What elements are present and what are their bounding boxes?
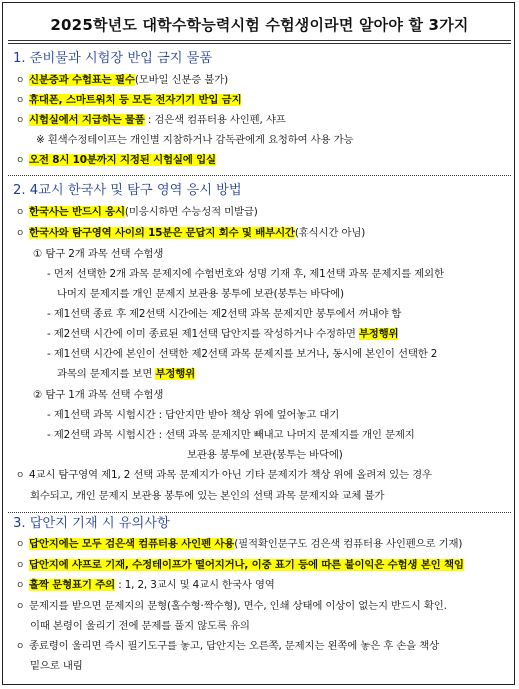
- title-rule-top: [8, 40, 511, 41]
- s3-item4-text: 문제지를 받으면 문제지의 문형(홀수형·짝수형), 면수, 인쇄 상태에 이상이 없는지 반드시 확인.: [29, 600, 447, 612]
- page-title: 2025학년도 대학수학능력시험 수험생이라면 알아야 할 3가지: [50, 16, 469, 34]
- s1-item-id-card: [15, 73, 228, 88]
- s3-item-check-paper-cont: 이때 본령이 울리기 전에 문제를 풀지 않도록 유의: [30, 620, 250, 632]
- s2-item1-text: (미응시하면 수능성적 미발급): [124, 206, 258, 218]
- s2-sub2-detail1: - 제1선택 과목 시험시간 : 답안지만 받아 책상 위에 엎어놓고 대기: [47, 409, 340, 421]
- section-3-heading: 3. 답안지 기재 시 유의사항: [13, 516, 170, 531]
- bullet-icon: ㅇ: [15, 208, 25, 218]
- s1-item1-highlight: 신분증과 수험표는 필수: [29, 74, 135, 86]
- s2-item-other-papers-cont: 회수되고, 개인 문제지 보관용 봉투에 있는 본인의 선택 과목 문제지와 교체 불가: [30, 490, 385, 502]
- s2-sub1-detail3: [47, 327, 398, 341]
- s3-item-responsibility: [15, 558, 464, 573]
- s1-item3-text: : 검은색 컴퓨터용 사인펜, 샤프: [144, 114, 286, 126]
- title-rule-bottom: [8, 43, 511, 44]
- s3-item2-highlight: 답안지에 샤프로 기재, 수정테이프가 떨어지거나, 이중 표기 등에 따른 불이익은 수험생 본인 책임: [29, 559, 464, 571]
- bullet-icon: ㅇ: [15, 96, 25, 106]
- s3-item-form-type: [15, 578, 275, 593]
- s3-item3-highlight: 홀짝 문형표기 주의: [29, 579, 116, 591]
- s2-sub1-heading: ① 탐구 2개 과목 선택 수험생: [33, 248, 164, 260]
- s2-item-other-papers: [15, 468, 432, 483]
- s1-item-supplied: [15, 113, 286, 128]
- section-1-heading: 1. 준비물과 시험장 반입 금지 물품: [13, 51, 213, 66]
- s3-item1-highlight: 답안지에는 모두 검은색 컴퓨터용 사인펜 사용: [29, 538, 235, 550]
- s3-item1-text: (필적확인문구도 검은색 컴퓨터용 사인펜으로 기재): [234, 538, 463, 550]
- section-divider: [8, 175, 511, 176]
- s2-item-korean-history: [15, 205, 258, 220]
- s2-item2-text: (휴식시간 아님): [294, 227, 366, 239]
- s2-sub1-detail1a: - 먼저 선택한 2개 과목 문제지에 수험번호와 성명 기재 후, 제1선택 과목 문제지를 제외한: [47, 268, 444, 280]
- s1-note: ※ 흰색수정테이프는 개인별 지참하거나 감독관에게 요청하여 사용 가능: [36, 134, 354, 146]
- s1-item-devices: [15, 93, 241, 108]
- s2-sub1-detail4b-highlight: 부정행위: [155, 368, 196, 380]
- bullet-icon: ㅇ: [15, 540, 25, 550]
- s2-sub1-detail3-text: - 제2선택 시간에 이미 종료된 제1선택 답안지를 작성하거나 수정하면: [47, 328, 359, 340]
- s2-item-break: [15, 226, 365, 241]
- bullet-icon: ㅇ: [15, 561, 25, 571]
- bullet-icon: ㅇ: [15, 76, 25, 86]
- s3-item-pen: [15, 537, 462, 552]
- s3-item3-text: : 1, 2, 3교시 및 4교시 한국사 영역: [115, 579, 275, 591]
- s2-sub1-detail4b-text: 과목의 문제지를 보면: [57, 368, 156, 380]
- s1-item3-highlight: 시험실에서 지급하는 물품: [29, 114, 145, 126]
- s2-sub1-detail2: - 제1선택 종료 후 제2선택 시간에는 제2선택 과목 문제지만 봉투에서 꺼내야 함: [47, 308, 402, 320]
- s2-sub2-heading: ② 탐구 1개 과목 선택 수험생: [33, 389, 164, 401]
- s2-item3-text: 4교시 탐구영역 제1, 2 선택 과목 문제지가 아닌 기타 문제지가 책상 위에 올려져 있는 경우: [29, 469, 432, 481]
- s2-sub1-detail1b: 나머지 문제지를 개인 문제지 보관용 봉투에 보관(봉투는 바닥에): [57, 288, 344, 300]
- s2-item1-highlight: 한국사는 반드시 응시: [29, 206, 125, 218]
- bullet-icon: ㅇ: [15, 581, 25, 591]
- s1-item2-highlight: 휴대폰, 스마트워치 등 모든 전자기기 반입 금지: [29, 94, 242, 106]
- s2-item2-highlight: 한국사와 탐구영역 사이의 15분은 문답지 회수 및 배부시간: [29, 227, 295, 239]
- s3-item-check-paper: [15, 599, 447, 614]
- s3-item-end-bell-cont: 밑으로 내림: [30, 660, 83, 672]
- bullet-icon: ㅇ: [15, 229, 25, 239]
- s1-item4-highlight: 오전 8시 10분까지 지정된 시험실에 입실: [29, 154, 216, 166]
- bullet-icon: ㅇ: [15, 156, 25, 166]
- section-2-heading: 2. 4교시 한국사 및 탐구 영역 응시 방법: [13, 183, 242, 198]
- bullet-icon: ㅇ: [15, 602, 25, 612]
- bullet-icon: ㅇ: [15, 471, 25, 481]
- s3-item-end-bell: [15, 639, 439, 654]
- s2-sub2-detail2b: 보관용 봉투에 보관(봉투는 바닥에): [187, 449, 343, 461]
- bullet-icon: ㅇ: [15, 642, 25, 652]
- s1-item-arrival: [15, 153, 216, 168]
- s2-sub2-detail2a: - 제2선택 과목 시험시간 : 선택 과목 문제지만 빼내고 나머지 문제지를 개인 문제지: [47, 429, 415, 441]
- s1-item1-text: (모바일 신분증 불가): [134, 74, 229, 86]
- bullet-icon: ㅇ: [15, 116, 25, 126]
- s2-sub1-detail4b: [57, 367, 195, 381]
- s2-sub1-detail3-highlight: 부정행위: [358, 328, 399, 340]
- section-divider: [8, 512, 511, 513]
- s3-item5-text: 종료령이 울리면 즉시 필기도구를 놓고, 답안지는 오른쪽, 문제지는 왼쪽에 놓은 후 손을 책상: [29, 640, 439, 652]
- s2-sub1-detail4a: - 제1선택 시간에 본인이 선택한 제2선택 과목 문제지를 보거나, 동시에 본인이 선택한 2: [47, 348, 438, 360]
